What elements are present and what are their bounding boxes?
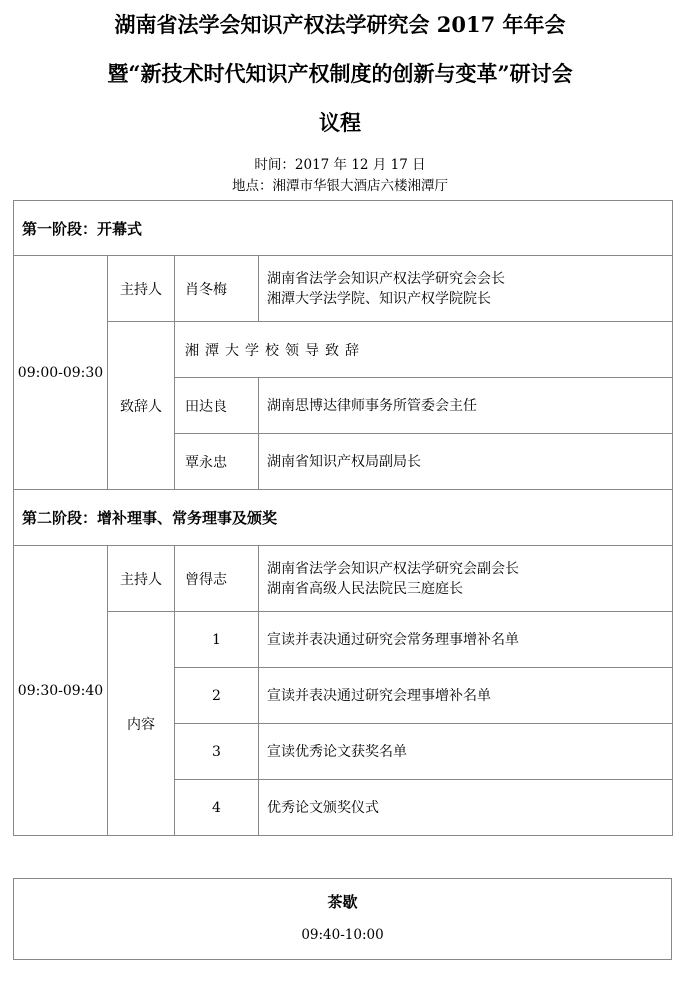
table-row: [14, 612, 673, 668]
agenda-table: [13, 200, 673, 836]
item-text: 优秀论文颁奖仪式: [259, 780, 673, 836]
stage2-host-desc: [259, 546, 673, 612]
stage2-host-desc-line2: 湖南省高级人民法院民三庭庭长: [267, 580, 463, 597]
stage2-heading: 第二阶段：增补理事、常务理事及颁奖: [14, 490, 673, 546]
item-text: 宣读并表决通过研究会常务理事增补名单: [259, 612, 673, 668]
title-line-3: 议程: [319, 110, 361, 135]
item-number: 2: [175, 668, 259, 724]
meeting-place: 地点：湘潭市华银大酒店六楼湘潭厅: [232, 178, 448, 194]
stage1-leader-row: [14, 322, 673, 378]
item-text: 宣读并表决通过研究会理事增补名单: [259, 668, 673, 724]
stage1-host-name: 肖冬梅: [175, 256, 259, 322]
stage1-heading-row: [14, 201, 673, 256]
stage2-host-desc-line1: 湖南省法学会知识产权法学研究会副会长: [267, 560, 519, 577]
item-text: 宣读优秀论文获奖名单: [259, 724, 673, 780]
stage1-host-row: [14, 256, 673, 322]
tea-break-box: [13, 878, 672, 960]
stage2-time: 09:30-09:40: [14, 546, 108, 836]
stage1-heading: 第一阶段：开幕式: [14, 201, 673, 256]
stage2-host-name: 曾得志: [175, 546, 259, 612]
stage1-speaker1-desc: 湖南思博达律师事务所管委会主任: [259, 378, 673, 434]
stage2-content-role: 内容: [108, 612, 175, 836]
item-number: 3: [175, 724, 259, 780]
stage2-host-row: [14, 546, 673, 612]
stage1-host-role: 主持人: [108, 256, 175, 322]
stage1-host-desc: [259, 256, 673, 322]
stage1-host-desc-line2: 湘潭大学法学院、知识产权学院院长: [267, 290, 491, 307]
stage1-speech-role: 致辞人: [108, 322, 175, 490]
tea-break-title: 茶歇: [327, 893, 358, 911]
stage1-leader-speech: 湘潭大学校领导致辞: [175, 322, 673, 378]
stage1-speaker2-name: 覃永忠: [175, 434, 259, 490]
stage1-speaker1-name: 田达良: [175, 378, 259, 434]
item-number: 1: [175, 612, 259, 668]
title-line-2: 暨“新技术时代知识产权制度的创新与变革”研讨会: [107, 61, 573, 86]
stage1-host-desc-line1: 湖南省法学会知识产权法学研究会会长: [267, 270, 505, 287]
tea-break-time: 09:40-10:00: [301, 927, 384, 943]
meeting-time: 时间：2017 年 12 月 17 日: [254, 157, 426, 173]
item-number: 4: [175, 780, 259, 836]
stage2-heading-row: [14, 490, 673, 546]
stage1-time: 09:00-09:30: [14, 256, 108, 490]
stage2-host-role: 主持人: [108, 546, 175, 612]
stage1-speaker2-desc: 湖南省知识产权局副局长: [259, 434, 673, 490]
title-line-1: 湖南省法学会知识产权法学研究会 2017 年年会: [114, 12, 566, 37]
